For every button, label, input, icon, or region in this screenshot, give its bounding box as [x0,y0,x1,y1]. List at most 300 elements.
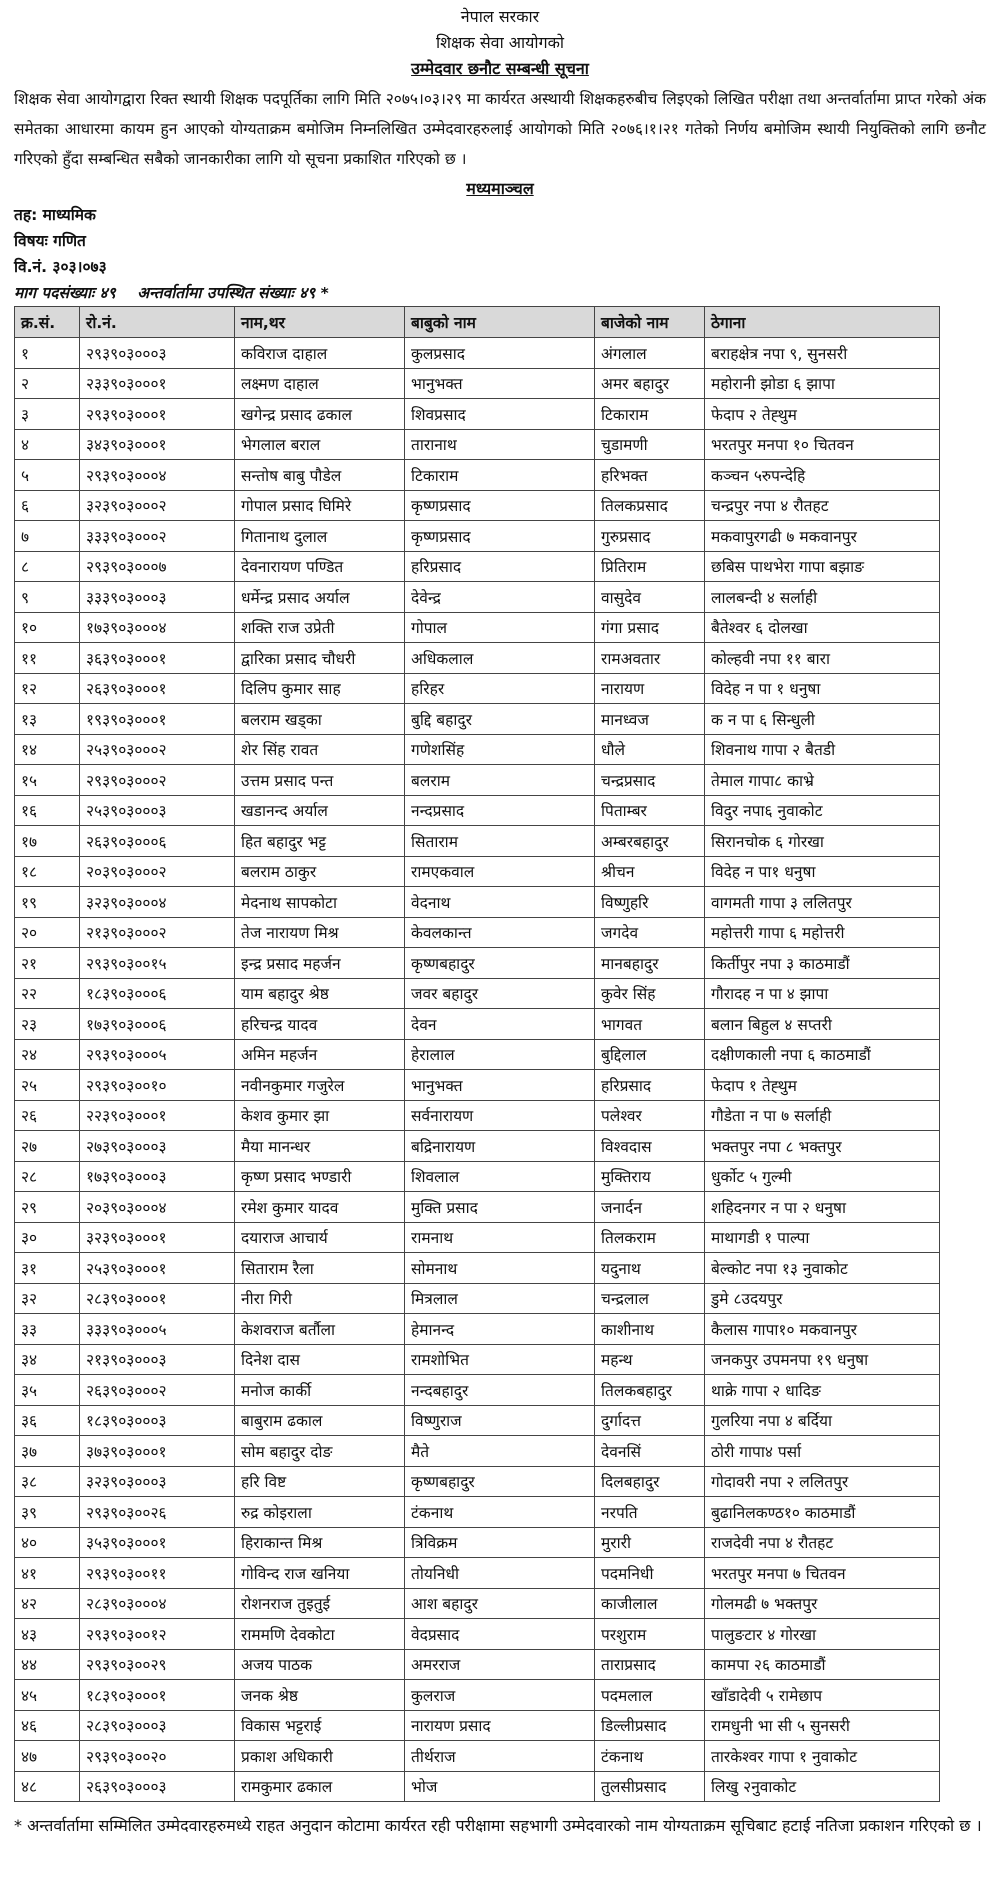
cell-serial: १० [15,612,80,643]
cell-name: हित बहादुर भट्ट [235,826,405,857]
table-row [15,1070,940,1101]
cell-name: केशव कुमार झा [235,1100,405,1131]
cell-name: रामकुमार ढकाल [235,1771,405,1802]
cell-father-name: वेदप्रसाद [405,1619,595,1650]
cell-name: हरि विष्ट [235,1466,405,1497]
cell-serial: ८ [15,551,80,582]
cell-grandfather-name: पलेश्वर [595,1100,705,1131]
cell-address: जनकपुर उपमनपा १९ धनुषा [705,1344,940,1375]
table-row [15,1314,940,1345]
cell-roll-number: ३२३९०३०००१ [80,1222,235,1253]
cell-grandfather-name: हरिभक्त [595,460,705,491]
table-row [15,1192,940,1223]
cell-name: याम बहादुर श्रेष्ठ [235,978,405,1009]
cell-grandfather-name: बुद्दिलाल [595,1039,705,1070]
cell-serial: ४२ [15,1588,80,1619]
cell-grandfather-name: विश्वदास [595,1131,705,1162]
cell-father-name: रामशोभित [405,1344,595,1375]
cell-grandfather-name: रामअवतार [595,643,705,674]
footnote: * अन्तर्वार्तामा सम्मिलित उम्मेदवारहरुमध्ये राहत अनुदान कोटामा कार्यरत रही परीक्षामा सहभागी उम्मेदवारको नाम योग्यताक्रम सूचिबाट हटाई नतिजा प्रकाशन गरिएको छ । [14,1816,982,1835]
cell-serial: १७ [15,826,80,857]
candidate-table [14,306,940,1802]
cell-father-name: कृष्णप्रसाद [405,490,595,521]
table-row [15,521,940,552]
cell-address: छबिस पाथभेरा गापा बझाङ [705,551,940,582]
cell-name: कविराज दाहाल [235,338,405,369]
cell-father-name: हरिप्रसाद [405,551,595,582]
cell-address: सिरानचोक ६ गोरखा [705,826,940,857]
cell-name: तेज नारायण मिश्र [235,917,405,948]
cell-serial: ४८ [15,1771,80,1802]
cell-address: ठोरी गापा४ पर्सा [705,1436,940,1467]
cell-roll-number: १८३९०३०००१ [80,1680,235,1711]
cell-roll-number: २९३९०३००११ [80,1558,235,1589]
cell-address: मकवापुरगढी ७ मकवानपुर [705,521,940,552]
cell-serial: २० [15,917,80,948]
cell-grandfather-name: तिलकप्रसाद [595,490,705,521]
cell-name: गोपाल प्रसाद घिमिरे [235,490,405,521]
cell-name: केशवराज बर्तौला [235,1314,405,1345]
cell-roll-number: २९३९०३०००३ [80,338,235,369]
cell-grandfather-name: वासुदेव [595,582,705,613]
cell-roll-number: २५३९०३०००२ [80,734,235,765]
cell-name: दिनेश दास [235,1344,405,1375]
cell-address: चन्द्रपुर नपा ४ रौतहट [705,490,940,521]
table-row [15,612,940,643]
cell-name: सोम बहादुर दोङ [235,1436,405,1467]
cell-address: कामपा २६ काठमाडौं [705,1649,940,1680]
table-row [15,1375,940,1406]
cell-address: कोल्हवी नपा ११ बारा [705,643,940,674]
cell-roll-number: २८३९०३०००४ [80,1588,235,1619]
cell-address: बुढानिलकण्ठ१० काठमाडौं [705,1497,940,1528]
cell-serial: १६ [15,795,80,826]
cell-grandfather-name: गंगा प्रसाद [595,612,705,643]
cell-father-name: नन्दप्रसाद [405,795,595,826]
table-row [15,1588,940,1619]
cell-roll-number: १८३९०३०००६ [80,978,235,1009]
cell-serial: ३३ [15,1314,80,1345]
cell-grandfather-name: जगदेव [595,917,705,948]
cell-roll-number: २९३९०३०००५ [80,1039,235,1070]
cell-serial: २४ [15,1039,80,1070]
cell-grandfather-name: अंगलाल [595,338,705,369]
cell-serial: ४७ [15,1741,80,1772]
cell-father-name: कृष्णबहादुर [405,1466,595,1497]
cell-grandfather-name: भागवत [595,1009,705,1040]
cell-address: बैतेश्वर ६ दोलखा [705,612,940,643]
cell-roll-number: २१३९०३०००२ [80,917,235,948]
cell-father-name: रामनाथ [405,1222,595,1253]
cell-address: डुमे ८उदयपुर [705,1283,940,1314]
cell-address: शिवनाथ गापा २ बैतडी [705,734,940,765]
table-row [15,1009,940,1040]
cell-roll-number: २६३९०३०००६ [80,826,235,857]
cell-address: भरतपुर मनपा १० चितवन [705,429,940,460]
col-father-name: बाबुको नाम [405,307,595,338]
cell-address: विदेह न पा १ धनुषा [705,673,940,704]
cell-name: विकास भट्टराई [235,1710,405,1741]
cell-name: मैया मानन्धर [235,1131,405,1162]
cell-serial: ४१ [15,1558,80,1589]
table-row [15,856,940,887]
cell-address: कैलास गापा१० मकवानपुर [705,1314,940,1345]
cell-serial: ३४ [15,1344,80,1375]
cell-father-name: कुलराज [405,1680,595,1711]
table-row [15,917,940,948]
col-address: ठेगाना [705,307,940,338]
cell-serial: २ [15,368,80,399]
cell-grandfather-name: चुडामणी [595,429,705,460]
cell-roll-number: २९३९०३०००१ [80,399,235,430]
table-row [15,673,940,704]
cell-address: महोरानी झोडा ६ झापा [705,368,940,399]
cell-grandfather-name: तिलकराम [595,1222,705,1253]
cell-name: मेदनाथ सापकोटा [235,887,405,918]
cell-serial: १९ [15,887,80,918]
cell-address: राजदेवी नपा ४ रौतहट [705,1527,940,1558]
cell-roll-number: १७३९०३०००३ [80,1161,235,1192]
table-row [15,1771,940,1802]
cell-roll-number: २१३९०३०००३ [80,1344,235,1375]
cell-name: लक्ष्मण दाहाल [235,368,405,399]
subject-label: विषयः गणित [14,232,86,250]
cell-grandfather-name: पदमनिधी [595,1558,705,1589]
cell-address: क न पा ६ सिन्धुली [705,704,940,735]
table-row [15,978,940,1009]
cell-serial: ४० [15,1527,80,1558]
cell-serial: १५ [15,765,80,796]
cell-address: भक्तपुर नपा ८ भक्तपुर [705,1131,940,1162]
cell-name: रुद्र कोइराला [235,1497,405,1528]
cell-address: फेदाप २ तेह्थुम [705,399,940,430]
table-header-row [15,307,940,338]
cell-grandfather-name: कुवेर सिंह [595,978,705,1009]
cell-roll-number: २६३९०३०००३ [80,1771,235,1802]
cell-serial: ३१ [15,1253,80,1284]
table-row [15,460,940,491]
cell-address: विदेह न पा१ धनुषा [705,856,940,887]
cell-roll-number: ३४३९०३०००१ [80,429,235,460]
cell-serial: ३० [15,1222,80,1253]
cell-name: बाबुराम ढकाल [235,1405,405,1436]
cell-serial: १८ [15,856,80,887]
table-row [15,1283,940,1314]
notice-number: वि.नं. ३०३।०७३ [14,258,107,276]
cell-roll-number: २९३९०३०००४ [80,460,235,491]
cell-father-name: शिवप्रसाद [405,399,595,430]
cell-name: प्रकाश अधिकारी [235,1741,405,1772]
table-row [15,826,940,857]
cell-grandfather-name: मुरारी [595,1527,705,1558]
col-serial: क्र.सं. [15,307,80,338]
notice-intro: शिक्षक सेवा आयोगद्वारा रिक्त स्थायी शिक्षक पदपूर्तिका लागि मिति २०७५।०३।२९ मा कार्यरत अस्थायी शिक्षकहरुबीच लिइएको लिखित परीक्षा तथा अन्तर्वार्तामा प्राप्त गरेको अंक समेतका आधारमा कायम हुन आएको योग्यताक्रम बमोजिम निम्नलिखित उम्मेदवारहरुलाई आयोगको मिति २०७६।१।२१ गतेको निर्णय बमोजिम स्थायी नियुक्तिको लागि छनौट गरिएको हुँदा सम्बन्धित सबैको जानकारीका लागि यो सूचना प्रकाशित गरिएको छ । [14,90,986,168]
cell-address: धुर्कोट ५ गुल्मी [705,1161,940,1192]
cell-serial: ४४ [15,1649,80,1680]
cell-grandfather-name: तुलसीप्रसाद [595,1771,705,1802]
cell-serial: २७ [15,1131,80,1162]
cell-father-name: हेरालाल [405,1039,595,1070]
cell-serial: २३ [15,1009,80,1040]
cell-name: बलराम ठाकुर [235,856,405,887]
cell-grandfather-name: पदमलाल [595,1680,705,1711]
table-row [15,887,940,918]
cell-name: राममणि देवकोटा [235,1619,405,1650]
cell-serial: २२ [15,978,80,1009]
cell-father-name: कृष्णप्रसाद [405,521,595,552]
table-row [15,1710,940,1741]
cell-address: तारकेश्वर गापा १ नुवाकोट [705,1741,940,1772]
cell-name: खगेन्द्र प्रसाद ढकाल [235,399,405,430]
cell-roll-number: २९३९०३००१५ [80,948,235,979]
cell-name: शेर सिंह रावत [235,734,405,765]
cell-roll-number: २९३९०३००२० [80,1741,235,1772]
cell-address: कञ्चन ५रुपन्देहि [705,460,940,491]
cell-father-name: सिताराम [405,826,595,857]
cell-roll-number: ३३३९०३०००५ [80,1314,235,1345]
cell-roll-number: १८३९०३०००३ [80,1405,235,1436]
cell-grandfather-name: डिल्लीप्रसाद [595,1710,705,1741]
level-label: तह: माध्यमिक [14,206,96,224]
cell-address: लिखु २नुवाकोट [705,1771,940,1802]
cell-father-name: गोपाल [405,612,595,643]
col-grandfather-name: बाजेको नाम [595,307,705,338]
cell-roll-number: २२३९०३०००१ [80,1100,235,1131]
table-row [15,582,940,613]
cell-grandfather-name: नारायण [595,673,705,704]
cell-roll-number: ३२३९०३०००३ [80,1466,235,1497]
cell-roll-number: २०३९०३०००२ [80,856,235,887]
government-name: नेपाल सरकार [460,7,540,26]
cell-address: रामधुनी भा सी ५ सुनसरी [705,1710,940,1741]
cell-father-name: तीर्थराज [405,1741,595,1772]
cell-grandfather-name: ताराप्रसाद [595,1649,705,1680]
cell-roll-number: २३३९०३०००१ [80,368,235,399]
cell-name: सिताराम रैला [235,1253,405,1284]
cell-father-name: विष्णुराज [405,1405,595,1436]
table-row [15,1466,940,1497]
table-row [15,1558,940,1589]
cell-serial: ३७ [15,1436,80,1467]
cell-serial: ३२ [15,1283,80,1314]
table-row [15,429,940,460]
cell-grandfather-name: धौले [595,734,705,765]
cell-father-name: गणेशसिंह [405,734,595,765]
cell-address: तेमाल गापा८ काभ्रे [705,765,940,796]
table-row [15,1405,940,1436]
table-row [15,1131,940,1162]
cell-address: लालबन्दी ४ सर्लाही [705,582,940,613]
cell-serial: ३ [15,399,80,430]
cell-serial: ५ [15,460,80,491]
cell-serial: ३८ [15,1466,80,1497]
cell-father-name: कृष्णबहादुर [405,948,595,979]
cell-serial: १३ [15,704,80,735]
demand-count: माग पदसंख्याः ४९ अन्तर्वार्तामा उपस्थित संख्याः ४९ * [14,284,329,302]
cell-address: शहिदनगर न पा २ धनुषा [705,1192,940,1223]
cell-address: किर्तीपुर नपा ३ काठमाडौं [705,948,940,979]
cell-name: हरिचन्द्र यादव [235,1009,405,1040]
cell-roll-number: ३२३९०३०००२ [80,490,235,521]
table-row [15,1436,940,1467]
cell-grandfather-name: श्रीचन [595,856,705,887]
cell-address: वागमती गापा ३ ललितपुर [705,887,940,918]
cell-roll-number: २९३९०३०००२ [80,765,235,796]
table-row [15,1039,940,1070]
cell-father-name: रामएकवाल [405,856,595,887]
cell-roll-number: ३३३९०३०००३ [80,582,235,613]
commission-name: शिक्षक सेवा आयोगको [435,33,565,52]
cell-roll-number: १७३९०३०००६ [80,1009,235,1040]
cell-address: गौरादह न पा ४ झापा [705,978,940,1009]
table-row [15,399,940,430]
cell-grandfather-name: तिलकबहादुर [595,1375,705,1406]
cell-father-name: देवन [405,1009,595,1040]
table-row [15,1161,940,1192]
cell-name: रमेश कुमार यादव [235,1192,405,1223]
cell-name: कृष्ण प्रसाद भण्डारी [235,1161,405,1192]
cell-grandfather-name: दुर्गादत्त [595,1405,705,1436]
cell-address: महोत्तरी गापा ६ महोत्तरी [705,917,940,948]
cell-address: माथागडी १ पाल्पा [705,1222,940,1253]
cell-name: नवीनकुमार गजुरेल [235,1070,405,1101]
cell-name: उत्तम प्रसाद पन्त [235,765,405,796]
cell-serial: १४ [15,734,80,765]
cell-serial: ६ [15,490,80,521]
cell-name: गोविन्द राज खनिया [235,1558,405,1589]
cell-father-name: बद्रिनारायण [405,1131,595,1162]
cell-father-name: भोज [405,1771,595,1802]
cell-father-name: टिकाराम [405,460,595,491]
cell-name: बलराम खड्का [235,704,405,735]
table-row [15,1680,940,1711]
cell-name: द्वारिका प्रसाद चौधरी [235,643,405,674]
table-row [15,1497,940,1528]
cell-grandfather-name: मुक्तिराय [595,1161,705,1192]
table-row [15,765,940,796]
cell-grandfather-name: यदुनाथ [595,1253,705,1284]
cell-name: रोशनराज तुइतुई [235,1588,405,1619]
cell-serial: ४६ [15,1710,80,1741]
cell-serial: ४३ [15,1619,80,1650]
cell-grandfather-name: नरपति [595,1497,705,1528]
cell-grandfather-name: पिताम्बर [595,795,705,826]
cell-serial: ११ [15,643,80,674]
cell-address: थाक्रे गापा २ धादिङ [705,1375,940,1406]
table-row [15,643,940,674]
cell-father-name: त्रिविक्रम [405,1527,595,1558]
cell-roll-number: २८३९०३०००१ [80,1283,235,1314]
cell-father-name: अमरराज [405,1649,595,1680]
table-row [15,368,940,399]
cell-father-name: वेदनाथ [405,887,595,918]
cell-grandfather-name: देवनसिं [595,1436,705,1467]
cell-name: मनोज कार्की [235,1375,405,1406]
cell-name: हिराकान्त मिश्र [235,1527,405,1558]
cell-roll-number: ३७३९०३०००१ [80,1436,235,1467]
table-row [15,1649,940,1680]
cell-grandfather-name: काशीनाथ [595,1314,705,1345]
cell-grandfather-name: विष्णुहरि [595,887,705,918]
cell-name: भेगलाल बराल [235,429,405,460]
cell-father-name: बुद्दि बहादुर [405,704,595,735]
cell-address: गुलरिया नपा ४ बर्दिया [705,1405,940,1436]
cell-father-name: केवलकान्त [405,917,595,948]
cell-roll-number: ३५३९०३०००१ [80,1527,235,1558]
cell-grandfather-name: मानध्वज [595,704,705,735]
cell-roll-number: २९३९०३००२९ [80,1649,235,1680]
region-heading: मध्यमाञ्चल [466,179,534,198]
cell-name: जनक श्रेष्ठ [235,1680,405,1711]
cell-father-name: जवर बहादुर [405,978,595,1009]
cell-father-name: भानुभक्त [405,1070,595,1101]
cell-name: गितानाथ दुलाल [235,521,405,552]
cell-grandfather-name: हरिप्रसाद [595,1070,705,1101]
cell-grandfather-name: परशुराम [595,1619,705,1650]
cell-father-name: मित्रलाल [405,1283,595,1314]
cell-name: धर्मेन्द्र प्रसाद अर्याल [235,582,405,613]
cell-grandfather-name: टंकनाथ [595,1741,705,1772]
table-row [15,1741,940,1772]
table-row [15,490,940,521]
cell-address: भरतपुर मनपा ७ चितवन [705,1558,940,1589]
cell-grandfather-name: अमर बहादुर [595,368,705,399]
cell-roll-number: २५३९०३०००१ [80,1253,235,1284]
cell-roll-number: २६३९०३०००१ [80,673,235,704]
cell-father-name: टंकनाथ [405,1497,595,1528]
table-row [15,1619,940,1650]
cell-grandfather-name: चन्द्रलाल [595,1283,705,1314]
cell-roll-number: २९३९०३००२६ [80,1497,235,1528]
cell-address: विदुर नपा६ नुवाकोट [705,795,940,826]
cell-name: दयाराज आचार्य [235,1222,405,1253]
table-row [15,734,940,765]
cell-serial: २१ [15,948,80,979]
cell-name: खडानन्द अर्याल [235,795,405,826]
cell-grandfather-name: प्रितिराम [595,551,705,582]
table-row [15,1527,940,1558]
cell-address: बेल्कोट नपा १३ नुवाकोट [705,1253,940,1284]
cell-grandfather-name: मानबहादुर [595,948,705,979]
cell-roll-number: २५३९०३०००३ [80,795,235,826]
cell-serial: ३९ [15,1497,80,1528]
cell-roll-number: २६३९०३०००२ [80,1375,235,1406]
cell-address: दक्षीणकाली नपा ६ काठमाडौं [705,1039,940,1070]
cell-serial: २६ [15,1100,80,1131]
cell-roll-number: २८३९०३०००३ [80,1710,235,1741]
cell-address: फेदाप १ तेह्थुम [705,1070,940,1101]
cell-father-name: मैते [405,1436,595,1467]
cell-grandfather-name: महन्थ [595,1344,705,1375]
cell-father-name: भानुभक्त [405,368,595,399]
cell-grandfather-name: काजीलाल [595,1588,705,1619]
cell-grandfather-name: चन्द्रप्रसाद [595,765,705,796]
col-roll-number: रो.नं. [80,307,235,338]
cell-address: पालुङटार ४ गोरखा [705,1619,940,1650]
cell-father-name: हरिहर [405,673,595,704]
cell-father-name: कुलप्रसाद [405,338,595,369]
cell-roll-number: ३६३९०३०००१ [80,643,235,674]
cell-father-name: आश बहादुर [405,1588,595,1619]
cell-serial: ३५ [15,1375,80,1406]
cell-serial: ९ [15,582,80,613]
cell-father-name: हेमानन्द [405,1314,595,1345]
table-row [15,1344,940,1375]
cell-father-name: सर्वनारायण [405,1100,595,1131]
cell-grandfather-name: अम्बरबहादुर [595,826,705,857]
cell-father-name: अधिकलाल [405,643,595,674]
cell-name: देवनारायण पण्डित [235,551,405,582]
